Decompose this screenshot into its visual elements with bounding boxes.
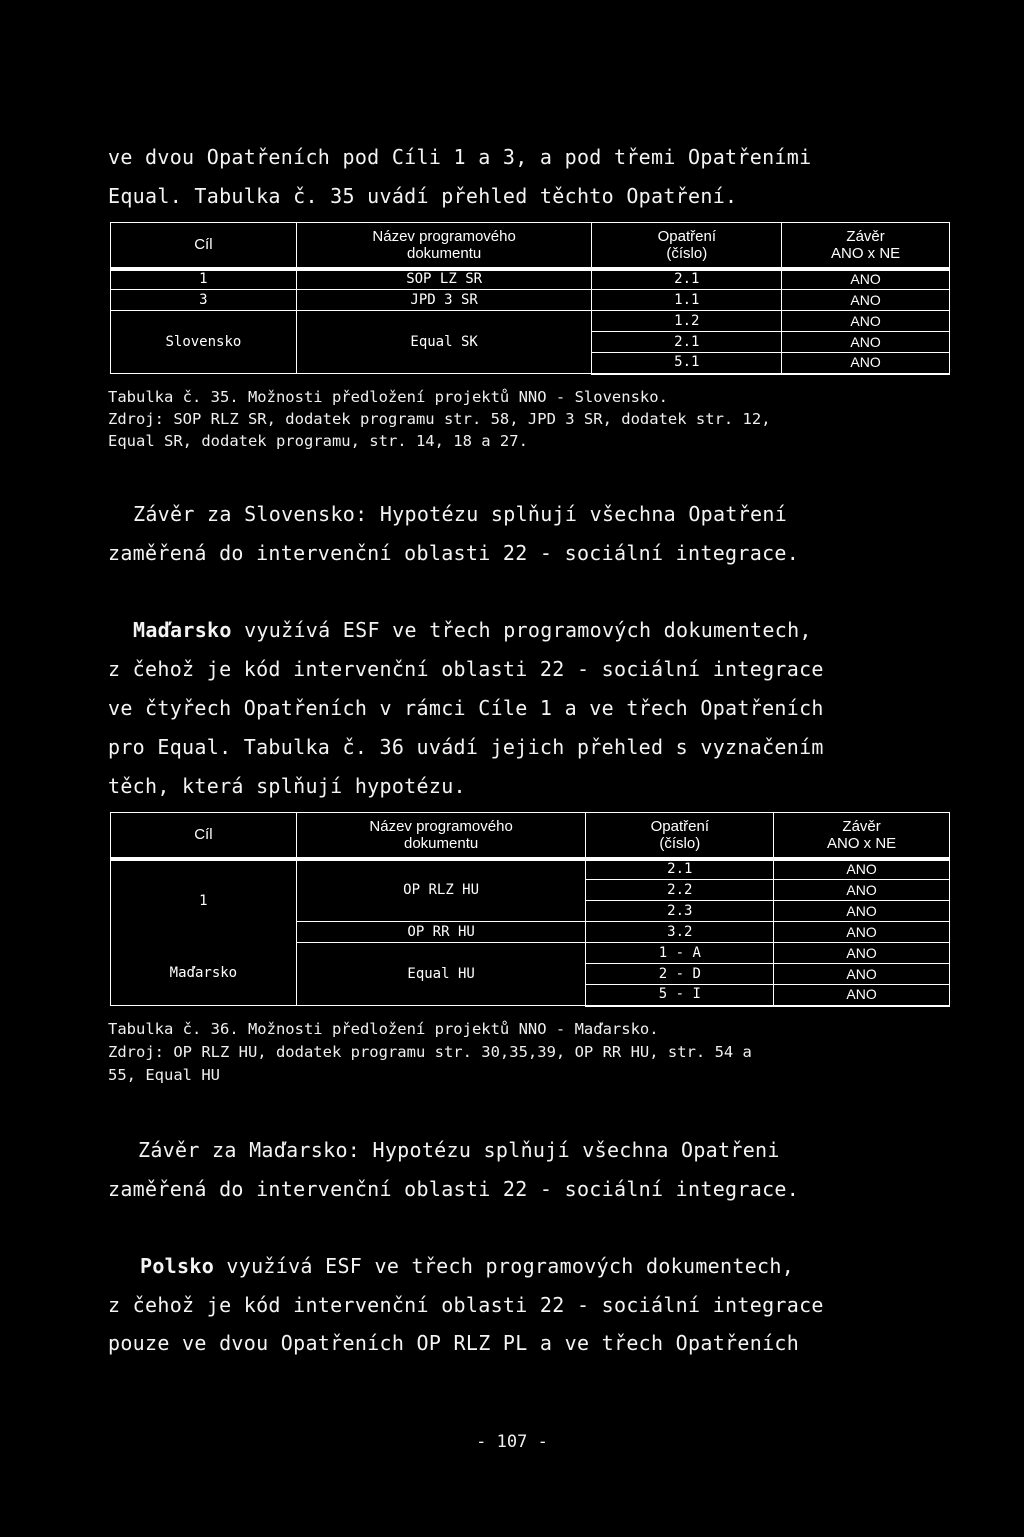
hungary-line-3: ve čtyřech Opatřeních v rámci Cíle 1 a ve třech Opatřeních: [108, 696, 824, 720]
table-36-source-cont: 55, Equal HU: [108, 1066, 220, 1084]
header-nazev: Název programového dokumentu: [296, 813, 586, 859]
cell-zaver: ANO: [774, 985, 950, 1006]
conclusion-hu-line-2: zaměřená do intervenční oblasti 22 - sociální integrace.: [108, 1177, 800, 1201]
cell-cil: 1: [111, 269, 297, 290]
cell-doc: Equal HU: [296, 943, 586, 1006]
cell-doc: Equal SK: [296, 311, 592, 374]
cell-doc: SOP LZ SR: [296, 269, 592, 290]
cell-cil: 3: [111, 290, 297, 311]
table-row: [111, 311, 950, 332]
table-36: [110, 812, 950, 1007]
cell-cil: 1: [111, 859, 297, 943]
table-35-source: Zdroj: SOP RLZ SR, dodatek programu str. 58, JPD 3 SR, dodatek str. 12,: [108, 410, 771, 428]
table-header-row: [111, 813, 950, 859]
hungary-line-5: těch, která splňují hypotézu.: [108, 774, 466, 798]
table-35: [110, 222, 950, 375]
conclusion-sk-line-1: Závěr za Slovensko: Hypotézu splňují všechna Opatření: [133, 502, 788, 526]
table-row: [111, 269, 950, 290]
cell-cil: Slovensko: [111, 311, 297, 374]
header-zaver: Závěr ANO x NE: [782, 223, 950, 269]
header-opatreni: Opatření (číslo): [592, 223, 782, 269]
cell-op: 2 - D: [586, 964, 774, 985]
cell-op: 1.2: [592, 311, 782, 332]
cell-zaver: ANO: [774, 964, 950, 985]
cell-zaver: ANO: [782, 332, 950, 353]
poland-line-1-rest: využívá ESF ve třech programových dokumentech,: [214, 1254, 795, 1278]
cell-zaver: ANO: [774, 901, 950, 922]
cell-zaver: ANO: [774, 943, 950, 964]
table-35-caption: Tabulka č. 35. Možnosti předložení projektů NNO - Slovensko.: [108, 388, 668, 406]
cell-zaver: ANO: [782, 353, 950, 374]
table-36-caption: Tabulka č. 36. Možnosti předložení projektů NNO - Maďarsko.: [108, 1020, 659, 1038]
poland-line-2: z čehož je kód intervenční oblasti 22 - sociální integrace: [108, 1293, 824, 1317]
poland-line-1: [140, 1254, 794, 1278]
hungary-line-2: z čehož je kód intervenční oblasti 22 - sociální integrace: [108, 657, 824, 681]
cell-zaver: ANO: [782, 269, 950, 290]
cell-op: 2.2: [586, 880, 774, 901]
poland-bold: Polsko: [140, 1254, 215, 1278]
table-row: [111, 290, 950, 311]
cell-zaver: ANO: [782, 311, 950, 332]
cell-op: 3.2: [586, 922, 774, 943]
conclusion-hu-line-1: Závěr za Maďarsko: Hypotézu splňují všechna Opatřeni: [138, 1138, 780, 1162]
header-opatreni: Opatření (číslo): [586, 813, 774, 859]
table-36-source: Zdroj: OP RLZ HU, dodatek programu str. 30,35,39, OP RR HU, str. 54 a: [108, 1043, 752, 1061]
cell-op: 2.3: [586, 901, 774, 922]
cell-doc: OP RLZ HU: [296, 859, 586, 922]
cell-zaver: ANO: [774, 880, 950, 901]
header-cil: Cíl: [111, 223, 297, 269]
hungary-bold: Maďarsko: [133, 618, 232, 642]
header-cil: Cíl: [111, 813, 297, 859]
cell-op: 2.1: [586, 859, 774, 880]
cell-doc: JPD 3 SR: [296, 290, 592, 311]
cell-op: 1.1: [592, 290, 782, 311]
table-row: [111, 859, 950, 880]
cell-op: 1 - A: [586, 943, 774, 964]
cell-op: 2.1: [592, 332, 782, 353]
table-row: [111, 943, 950, 964]
hungary-line-1-rest: využívá ESF ve třech programových dokumentech,: [231, 618, 812, 642]
header-zaver: Závěr ANO x NE: [774, 813, 950, 859]
intro-line-1: ve dvou Opatřeních pod Cíli 1 a 3, a pod třemi Opatřeními: [108, 145, 812, 169]
hungary-line-1: [133, 618, 812, 642]
page-number: - 107 -: [476, 1432, 548, 1452]
conclusion-sk-line-2: zaměřená do intervenční oblasti 22 - sociální integrace.: [108, 541, 800, 565]
cell-zaver: ANO: [782, 290, 950, 311]
cell-op: 5 - I: [586, 985, 774, 1006]
intro-line-2: Equal. Tabulka č. 35 uvádí přehled těchto Opatření.: [108, 184, 738, 208]
cell-cil: Maďarsko: [111, 943, 297, 1006]
poland-line-3: pouze ve dvou Opatřeních OP RLZ PL a ve třech Opatřeních: [108, 1331, 800, 1355]
table-header-row: [111, 223, 950, 269]
cell-doc: OP RR HU: [296, 922, 586, 943]
cell-op: 2.1: [592, 269, 782, 290]
cell-zaver: ANO: [774, 859, 950, 880]
cell-zaver: ANO: [774, 922, 950, 943]
header-nazev: Název programového dokumentu: [296, 223, 592, 269]
table-35-source-cont: Equal SR, dodatek programu, str. 14, 18 a 27.: [108, 432, 528, 450]
cell-op: 5.1: [592, 353, 782, 374]
hungary-line-4: pro Equal. Tabulka č. 36 uvádí jejich přehled s vyznačením: [108, 735, 824, 759]
